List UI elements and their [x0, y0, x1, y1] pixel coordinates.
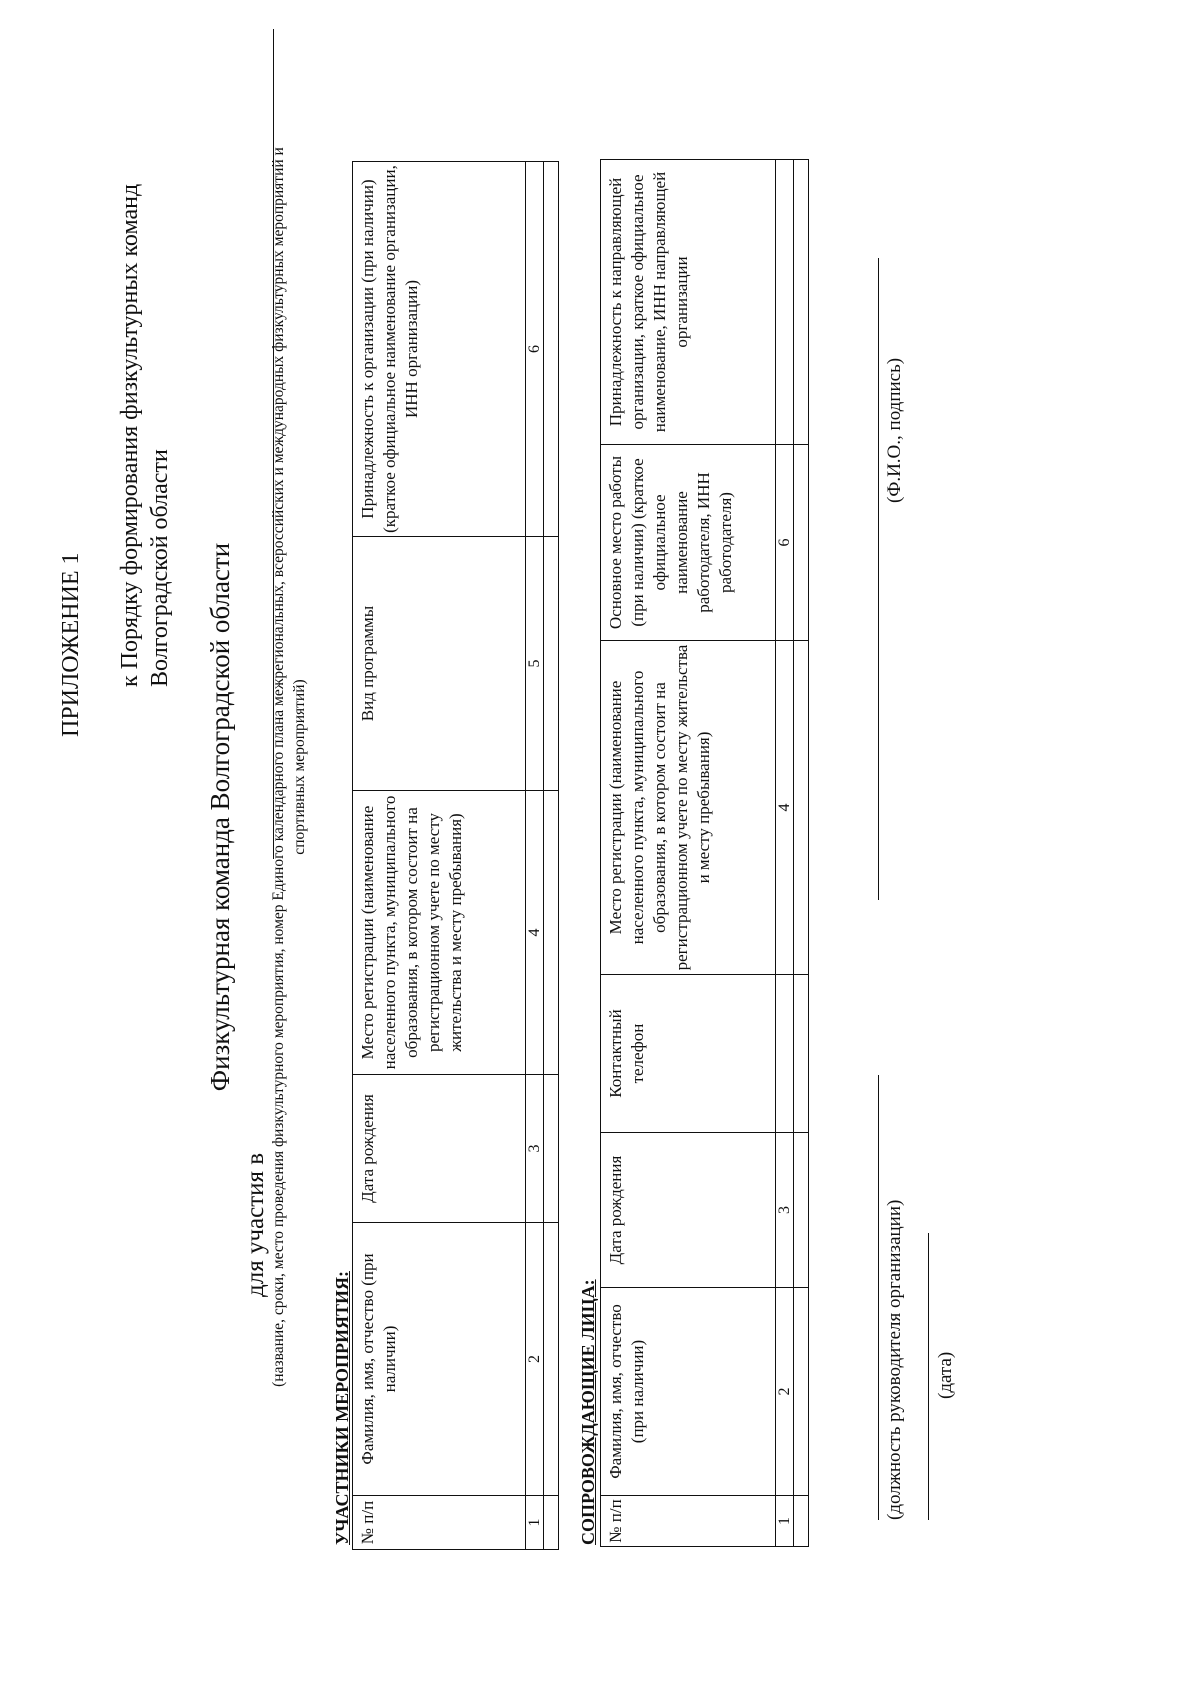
header-cell: Дата рождения	[353, 1075, 526, 1223]
column-number: 5	[526, 537, 544, 791]
form-title: Физкультурная команда Волгоградской области	[205, 542, 235, 1092]
column-number	[776, 975, 794, 1133]
table-cell[interactable]	[794, 160, 809, 445]
table-cell[interactable]	[794, 975, 809, 1133]
header-cell: Фамилия, имя, отчество (при наличии)	[601, 1288, 776, 1496]
table-cell[interactable]	[544, 791, 559, 1075]
table-row	[544, 162, 559, 1550]
table-cell[interactable]	[794, 1288, 809, 1496]
table-cell[interactable]	[544, 1075, 559, 1223]
table-cell[interactable]	[544, 162, 559, 537]
table-row	[794, 160, 809, 1547]
header-cell: Контактный телефон	[601, 975, 776, 1133]
header-cell: Принадлежность к направляющей организации, краткое официальное наименование, ИНН направляющей организации	[601, 160, 776, 445]
name-signature-line[interactable]	[878, 258, 879, 900]
header-cell: № п/п	[601, 1496, 776, 1547]
name-caption: (Ф.И.О., подпись)	[884, 357, 905, 503]
header-cell: Принадлежность к организации (при наличии) (краткое официальное наименование организации, ИНН организации)	[353, 162, 526, 537]
appendix-title: ПРИЛОЖЕНИЕ 1	[58, 552, 84, 737]
date-caption: (дата)	[935, 1351, 956, 1399]
header-cell: Основное место работы (при наличии) (краткое официальное наименование работодателя, ИНН работодателя)	[601, 445, 776, 641]
column-number: 2	[776, 1288, 794, 1496]
column-number: 6	[776, 445, 794, 641]
column-number: 4	[526, 791, 544, 1075]
table-row	[526, 162, 544, 1550]
table-header-row	[353, 162, 526, 1550]
column-number: 3	[526, 1075, 544, 1223]
escorts-table	[600, 159, 809, 1547]
table-cell[interactable]	[794, 1133, 809, 1288]
header-cell: Вид программы	[353, 537, 526, 791]
participants-table	[352, 161, 559, 1550]
table-header-row	[601, 160, 776, 1547]
participants-label: УЧАСТНИКИ МЕРОПРИЯТИЯ:	[332, 1271, 352, 1545]
table-cell[interactable]	[544, 537, 559, 791]
column-number	[776, 160, 794, 445]
date-line[interactable]	[928, 1233, 929, 1520]
column-number: 2	[526, 1223, 544, 1496]
header-cell: Фамилия, имя, отчество (при наличии)	[353, 1223, 526, 1496]
header-cell: № п/п	[353, 1496, 526, 1550]
column-number: 1	[776, 1496, 794, 1547]
column-number: 3	[776, 1133, 794, 1288]
table-cell[interactable]	[794, 445, 809, 641]
position-signature-line[interactable]	[878, 1075, 879, 1520]
column-number: 4	[776, 641, 794, 975]
table-row	[776, 160, 794, 1547]
table-cell[interactable]	[794, 1496, 809, 1547]
participation-label: для участия в	[242, 1152, 269, 1297]
table-cell[interactable]	[544, 1496, 559, 1550]
column-number: 6	[526, 162, 544, 537]
position-caption: (должность руководителя организации)	[884, 1199, 905, 1520]
escorts-label: СОПРОВОЖДАЮЩИЕ ЛИЦА:	[578, 1279, 598, 1545]
header-cell: Место регистрации (наименование населенного пункта, муниципального образования, в котором состоит на регистрационном учете по месту жительства и месту пребывания)	[601, 641, 776, 975]
table-cell[interactable]	[544, 1223, 559, 1496]
appendix-subtitle: к Порядку формирования физкультурных команд Волгоградской области	[117, 183, 173, 687]
event-note: (название, сроки, место проведения физкультурного мероприятия, номер Единого календарного плана межрегиональных, всероссийских и международных физкультурных мероприятий и спортивных мероприятий)	[270, 147, 308, 1387]
header-cell: Место регистрации (наименование населенного пункта, муниципального образования, в котором состоит на регистрационном учете по месту жительства и месту пребывания)	[353, 791, 526, 1075]
table-cell[interactable]	[794, 641, 809, 975]
participation-line	[242, 1153, 270, 1297]
header-cell: Дата рождения	[601, 1133, 776, 1288]
column-number: 1	[526, 1496, 544, 1550]
